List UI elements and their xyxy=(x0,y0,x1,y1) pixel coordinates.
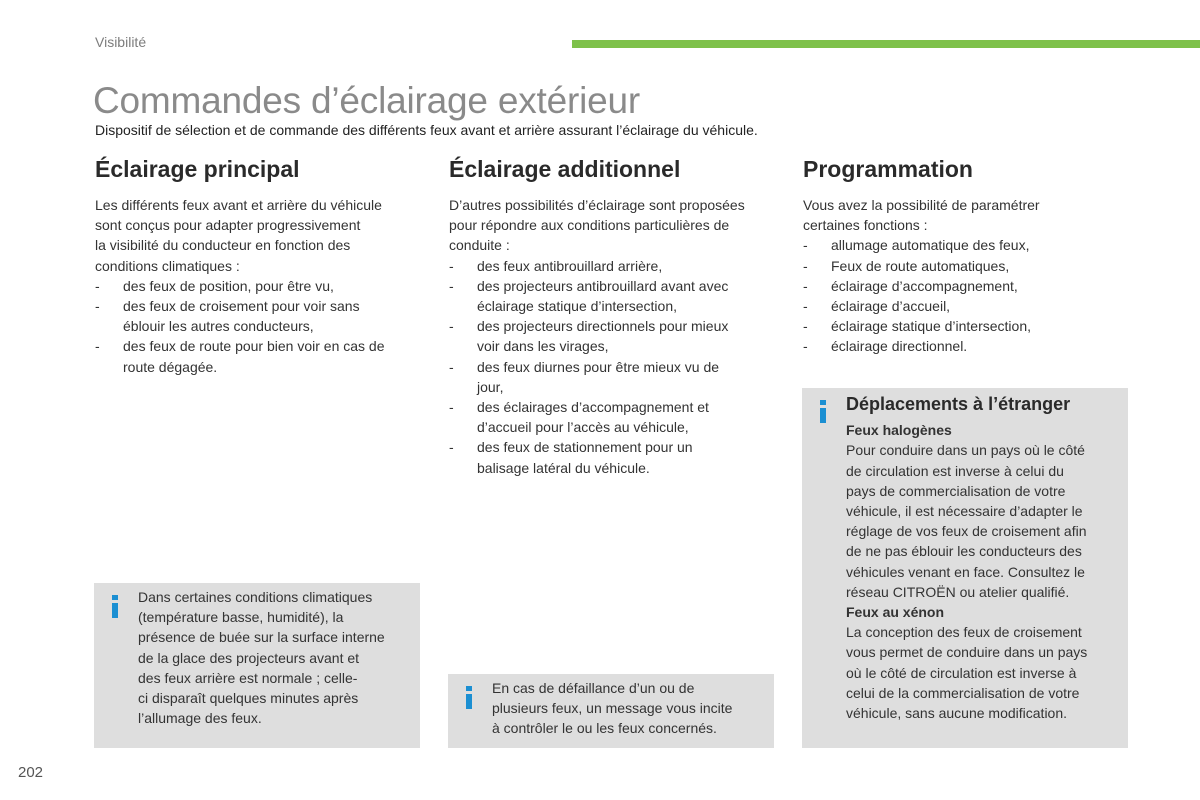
page-title: Commandes d’éclairage extérieur xyxy=(93,80,641,121)
info-text xyxy=(138,587,416,728)
text-line: sont conçus pour adapter progressivement xyxy=(95,217,361,234)
list-item xyxy=(803,336,1133,356)
text-line: véhicules venant en face. Consultez le xyxy=(846,563,1085,580)
text-line: des feux diurnes pour être mieux vu de xyxy=(477,358,720,375)
page-subtitle: Dispositif de sélection et de commande des différents feux avant et arrière assurant l’éclairage du véhicule. xyxy=(95,122,758,138)
info-box-title: Déplacements à l’étranger xyxy=(846,394,1071,414)
subheading-halogen: Feux halogènes xyxy=(846,422,952,439)
text-line: à contrôler le ou les feux concernés. xyxy=(492,720,717,737)
text-line: présence de buée sur la surface interne xyxy=(138,629,385,646)
list-item xyxy=(803,316,1133,336)
text-line: de la glace des projecteurs avant et xyxy=(138,649,360,666)
text-line: balisage latéral du véhicule. xyxy=(477,459,650,476)
dash-bullet: - xyxy=(449,257,454,274)
list-item xyxy=(803,256,1133,276)
dash-bullet: - xyxy=(449,439,454,456)
column-intro xyxy=(803,195,1133,235)
text-line: des feux de position, pour être vu, xyxy=(123,277,334,294)
info-text xyxy=(492,678,770,739)
text-line: conduite : xyxy=(449,237,510,254)
text-line: (température basse, humidité), la xyxy=(138,609,344,626)
dash-bullet: - xyxy=(803,237,808,254)
dash-bullet: - xyxy=(449,277,454,294)
text-line: de ne pas éblouir les conducteurs des xyxy=(846,543,1082,560)
text-line: allumage automatique des feux, xyxy=(831,237,1030,254)
list-item xyxy=(449,276,779,316)
text-line: des feux de route pour bien voir en cas de xyxy=(123,338,385,355)
text-line: éblouir les autres conducteurs, xyxy=(123,318,314,335)
dash-bullet: - xyxy=(803,338,808,355)
section-label: Visibilité xyxy=(95,34,147,50)
text-line: éclairage d’accompagnement, xyxy=(831,277,1018,294)
text-line: celui de la commercialisation de votre xyxy=(846,684,1080,701)
text-line: certaines fonctions : xyxy=(803,217,928,234)
text-line: voir dans les virages, xyxy=(477,338,609,355)
dash-bullet: - xyxy=(449,318,454,335)
list-item xyxy=(449,397,779,437)
column-programming xyxy=(803,156,1133,357)
info-box-condensation xyxy=(94,583,420,748)
dash-bullet: - xyxy=(449,399,454,416)
dash-bullet: - xyxy=(449,358,454,375)
text-line: des feux de croisement pour voir sans xyxy=(123,298,360,315)
bullet-list xyxy=(803,235,1133,356)
info-text xyxy=(846,394,1124,723)
dash-bullet: - xyxy=(803,277,808,294)
text-line: d’accueil pour l’accès au véhicule, xyxy=(477,419,689,436)
text-line: où le côté de circulation est inverse à xyxy=(846,664,1077,681)
list-item xyxy=(449,437,779,477)
text-line: D’autres possibilités d’éclairage sont proposées xyxy=(449,197,745,213)
text-line: ci disparaît quelques minutes après xyxy=(138,690,359,707)
text-line: éclairage d’accueil, xyxy=(831,298,951,315)
list-item xyxy=(95,336,425,376)
subheading-xenon: Feux au xénon xyxy=(846,604,945,621)
text-line: des éclairages d’accompagnement et xyxy=(477,399,709,416)
column-heading: Programmation xyxy=(803,156,973,182)
text-line: vous permet de conduire dans un pays xyxy=(846,644,1088,661)
text-line: éclairage statique d’intersection, xyxy=(477,298,678,315)
info-box-abroad xyxy=(802,388,1128,748)
column-heading: Éclairage additionnel xyxy=(449,156,681,182)
text-line: conditions climatiques : xyxy=(95,257,240,274)
info-box-failure xyxy=(448,674,774,748)
list-item xyxy=(449,256,779,276)
list-item xyxy=(803,235,1133,255)
column-intro xyxy=(449,195,779,256)
text-line: Dans certaines conditions climatiques xyxy=(138,589,373,605)
dash-bullet: - xyxy=(803,318,808,335)
text-line: des feux antibrouillard arrière, xyxy=(477,257,663,274)
text-line: La conception des feux de croisement xyxy=(846,624,1082,641)
dash-bullet: - xyxy=(95,298,100,315)
text-line: route dégagée. xyxy=(123,358,218,375)
list-item xyxy=(449,316,779,356)
header-accent-bar xyxy=(572,40,1200,48)
text-line: des projecteurs antibrouillard avant avec xyxy=(477,277,729,294)
text-line: plusieurs feux, un message vous incite xyxy=(492,700,733,717)
bullet-list xyxy=(449,256,779,478)
column-heading: Éclairage principal xyxy=(95,156,300,182)
dash-bullet: - xyxy=(95,277,100,294)
text-line: pays de commercialisation de votre xyxy=(846,482,1066,499)
bullet-list xyxy=(95,276,425,377)
text-line: éclairage directionnel. xyxy=(831,338,968,355)
text-line: Feux de route automatiques, xyxy=(831,257,1010,274)
text-line: Pour conduire dans un pays où le côté xyxy=(846,442,1085,459)
text-line: des feux arrière est normale ; celle- xyxy=(138,669,358,686)
text-line: Vous avez la possibilité de paramétrer xyxy=(803,197,1040,213)
text-line: de circulation est inverse à celui du xyxy=(846,462,1064,479)
page-number: 202 xyxy=(18,764,44,781)
text-line: des projecteurs directionnels pour mieux xyxy=(477,318,729,335)
text-line: l’allumage des feux. xyxy=(138,710,262,727)
text-line: En cas de défaillance d’un ou de xyxy=(492,680,695,696)
text-line: éclairage statique d’intersection, xyxy=(831,318,1032,335)
column-intro xyxy=(95,195,425,276)
column-main-lighting xyxy=(95,156,425,377)
text-line: Les différents feux avant et arrière du véhicule xyxy=(95,197,382,213)
dash-bullet: - xyxy=(95,338,100,355)
text-line: la visibilité du conducteur en fonction des xyxy=(95,237,351,254)
text-line: véhicule, sans aucune modification. xyxy=(846,705,1068,722)
list-item xyxy=(95,276,425,296)
column-additional-lighting xyxy=(449,156,779,478)
list-item xyxy=(803,296,1133,316)
dash-bullet: - xyxy=(803,257,808,274)
text-line: des feux de stationnement pour un xyxy=(477,439,693,456)
list-item xyxy=(449,357,779,397)
list-item xyxy=(803,276,1133,296)
text-line: pour répondre aux conditions particulières de xyxy=(449,217,730,234)
text-line: véhicule, il est nécessaire d’adapter le xyxy=(846,503,1083,520)
dash-bullet: - xyxy=(803,298,808,315)
text-line: réseau CITROËN ou atelier qualifié. xyxy=(846,583,1070,600)
text-line: jour, xyxy=(477,378,504,395)
text-line: réglage de vos feux de croisement afin xyxy=(846,523,1087,540)
list-item xyxy=(95,296,425,336)
